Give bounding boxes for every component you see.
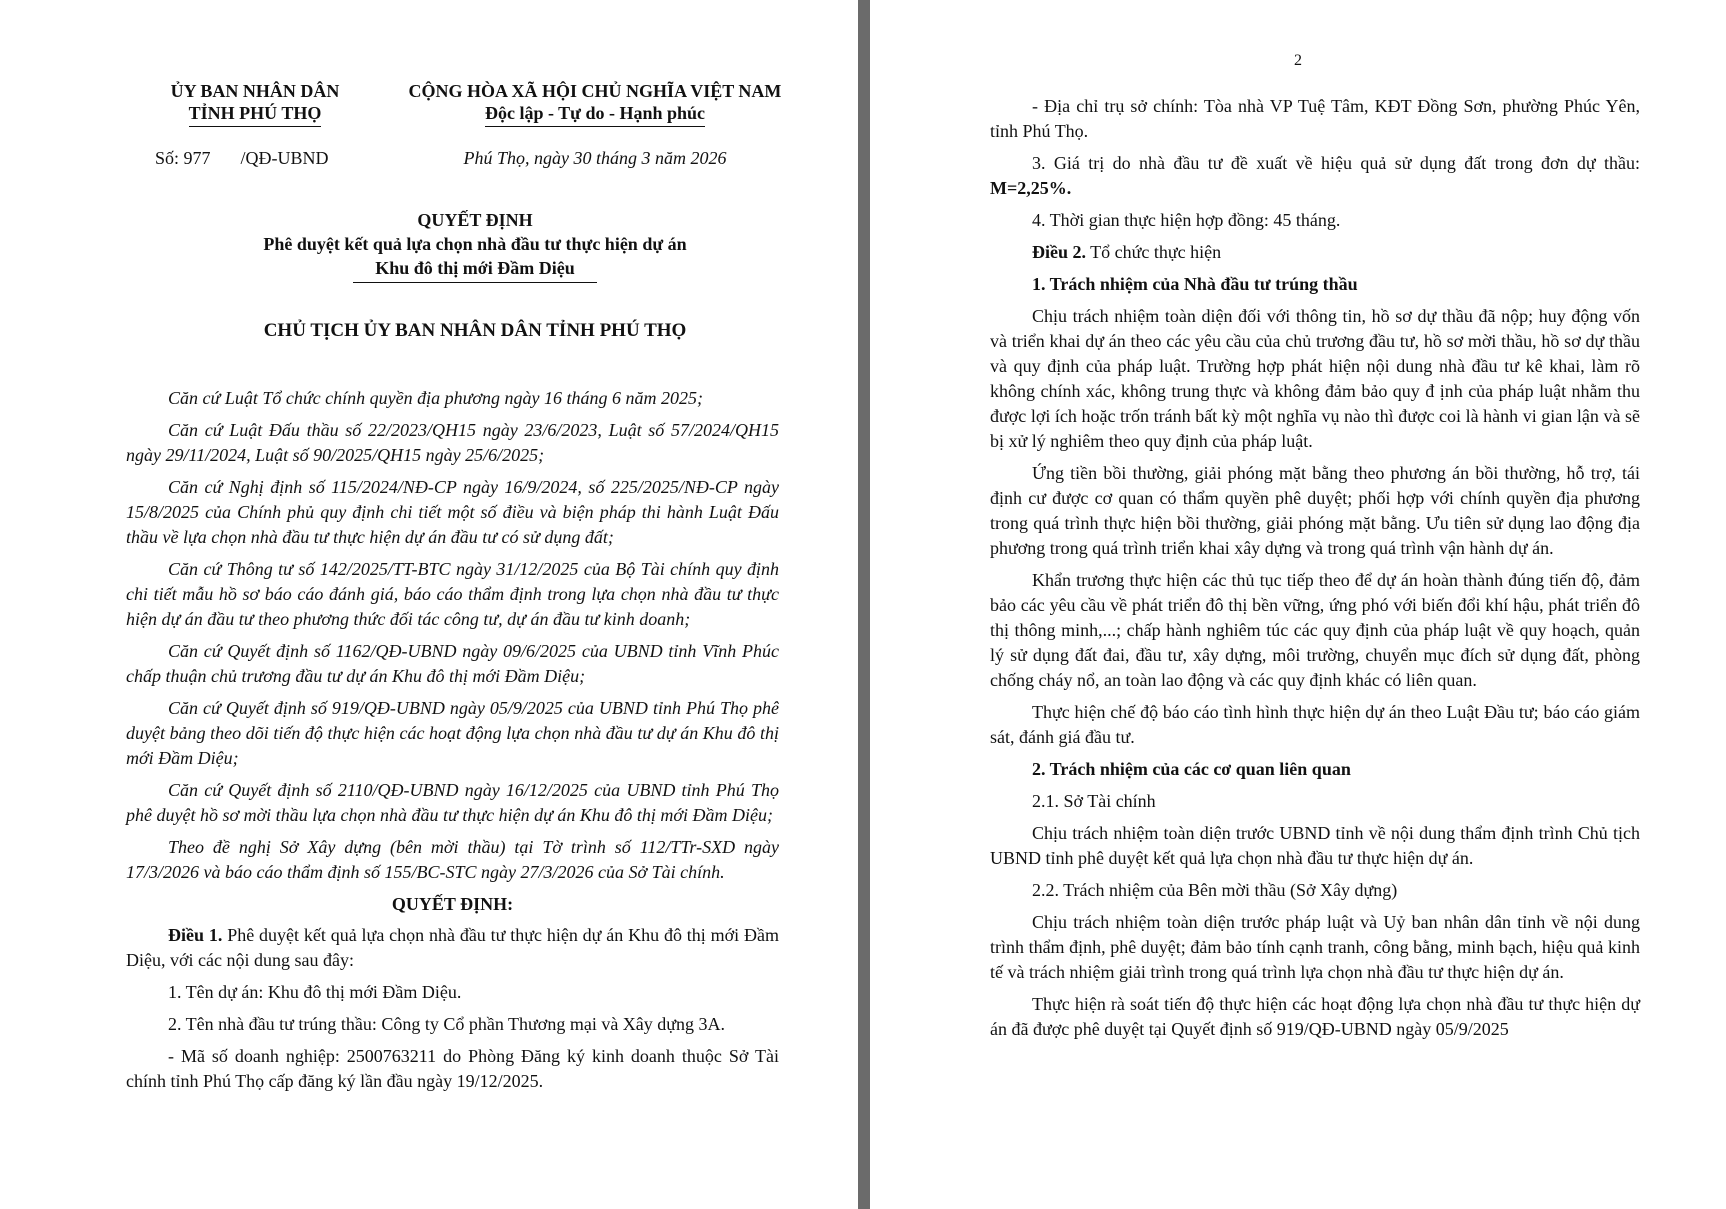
section-2-2-paragraph: Thực hiện rà soát tiến độ thực hiện các hoạt động lựa chọn nhà đầu tư thực hiện dự án đã được phê duyệt tại Quyết định số 919/QĐ-UBND ngày 05/9/2025 [990,994,1640,1039]
article-2 [990,240,1640,265]
section-1-paragraph: Thực hiện chế độ báo cáo tình hình thực hiện dự án theo Luật Đầu tư; báo cáo giám sát, đánh giá đầu tư. [990,702,1640,747]
org-line-2: TỈNH PHÚ THỌ [189,102,322,127]
decision-subtitle-1: Phê duyệt kết quả lựa chọn nhà đầu tư thực hiện dự án [263,234,687,254]
page-number: 2 [1294,52,1302,69]
legal-basis: Theo đề nghị Sở Xây dựng (bên mời thầu) tại Tờ trình số 112/TTr-SXD ngày 17/3/2026 và báo cáo thẩm định số 155/BC-STC ngày 27/3/2026 của Sở Tài chính. [126,837,779,882]
org-line-1: ỦY BAN NHÂN DÂN [170,81,340,101]
place-date: Phú Thọ, ngày 30 tháng 3 năm 2026 [463,148,727,168]
document-page-2 [870,0,1726,1209]
national-motto [380,80,810,127]
article-2-text: Tổ chức thực hiện [1086,242,1222,262]
section-2-1-heading: 2.1. Sở Tài chính [1032,791,1156,811]
item-contract-duration: 4. Thời gian thực hiện hợp đồng: 45 tháng. [1032,210,1341,230]
article-1-text: Phê duyệt kết quả lựa chọn nhà đầu tư thực hiện dự án Khu đô thị mới Đầm Diệu, với các nội dung sau đây: [126,925,780,970]
document-number [155,148,329,169]
doc-number-prefix: Số: 977 [155,148,211,168]
doc-number-suffix: /QĐ-UBND [240,148,329,168]
legal-basis: Căn cứ Luật Đấu thầu số 22/2023/QH15 ngày 23/6/2023, Luật số 57/2024/QH15 ngày 29/11/2024, Luật số 90/2025/QH15 ngày 25/6/2025; [126,420,779,465]
legal-basis: Căn cứ Quyết định số 1162/QĐ-UBND ngày 09/6/2025 của UBND tỉnh Vĩnh Phúc chấp thuận chủ trương đầu tư dự án Khu đô thị mới Đầm Diệu; [126,641,779,686]
section-1-paragraph: Chịu trách nhiệm toàn diện đối với thông tin, hồ sơ dự thầu đã nộp; huy động vốn và triển khai dự án theo các yêu cầu của chủ trương đầu tư, hồ sơ mời thầu, hồ sơ dự thầu và quy định của pháp luật. Trường hợp phát hiện nội dung nhà đầu tư kê khai, làm rõ không chính xác, không trung thực và không đảm bảo quy đ ịnh của pháp luật nhằm thu được lợi ích hoặc trốn tránh bất kỳ một nghĩa vụ nào thì được coi là hành vi gian lận và sẽ bị xử lý nghiêm theo quy định của pháp luật. [990,306,1640,451]
legal-basis: Căn cứ Luật Tổ chức chính quyền địa phương ngày 16 tháng 6 năm 2025; [168,388,704,408]
article-1 [126,923,779,973]
section-2-1-paragraph: Chịu trách nhiệm toàn diện trước UBND tỉnh về nội dung thẩm định trình Chủ tịch UBND tỉnh phê duyệt kết quả lựa chọn nhà đầu tư thực hiện dự án. [990,823,1640,868]
decision-title-block [130,208,820,283]
head-office-address: - Địa chỉ trụ sở chính: Tòa nhà VP Tuệ Tâm, KĐT Đồng Sơn, phường Phúc Yên, tỉnh Phú Thọ. [990,96,1640,141]
section-1-paragraph: Ứng tiền bồi thường, giải phóng mặt bằng theo phương án bồi thường, hỗ trợ, tái định cư được cơ quan có thẩm quyền phê duyệt; phối hợp với chính quyền địa phương trong quá trình thực hiện bồi thường, giải phóng mặt bằng. Ưu tiên sử dụng lao động địa phương trong quá trình triển khai xây dựng và trong quá trình vận hành dự án. [990,463,1640,558]
item-business-code: - Mã số doanh nghiệp: 2500763211 do Phòng Đăng ký kinh doanh thuộc Sở Tài chính tỉnh Phú Thọ cấp đăng ký lần đầu ngày 19/12/2025. [126,1046,779,1091]
page2-body [990,94,1640,1049]
legal-basis: Căn cứ Thông tư số 142/2025/TT-BTC ngày 31/12/2025 của Bộ Tài chính quy định chi tiết mẫu hồ sơ báo cáo đánh giá, báo cáo thẩm định trong lựa chọn nhà đầu tư thực hiện dự án đầu tư theo phương thức đối tác công tư, dự án đầu tư kinh doanh; [126,559,779,629]
section-2-2-paragraph: Chịu trách nhiệm toàn diện trước pháp luật và Uỷ ban nhân dân tỉnh về nội dung trình thẩm định, phê duyệt; đảm bảo tính cạnh tranh, công bằng, minh bạch, hiệu quả kinh tế và trách nhiệm giải trình trong quá trình lựa chọn nhà đầu tư thực hiện dự án. [990,912,1640,982]
article-2-label: Điều 2. [1032,242,1086,262]
section-1-paragraph: Khẩn trương thực hiện các thủ tục tiếp theo để dự án hoàn thành đúng tiến độ, đảm bảo các yêu cầu về phát triển đô thị bền vững, ứng phó với biến đổi khí hậu, phát triển đô thị thông minh,...; chấp hành nghiêm túc các quy định của pháp luật về quy hoạch, quản lý sử dụng đất đai, đầu tư, xây dựng, môi trường, chuyển mục đích sử dụng đất, phòng chống cháy nổ, an toàn lao động và các quy định khác có liên quan. [990,570,1640,690]
nation-line-2: Độc lập - Tự do - Hạnh phúc [485,102,705,127]
decision-subtitle-2: Khu đô thị mới Đầm Diệu [353,256,597,283]
page1-body [126,386,779,1101]
legal-basis: Căn cứ Nghị định số 115/2024/NĐ-CP ngày 16/9/2024, số 225/2025/NĐ-CP ngày 15/8/2025 của Chính phủ quy định chi tiết một số điều và biện pháp thi hành Luật Đấu thầu về lựa chọn nhà đầu tư thực hiện dự án đầu tư có sử dụng đất; [126,477,779,547]
decision-title: QUYẾT ĐỊNH [417,210,533,230]
section-2-2-heading: 2.2. Trách nhiệm của Bên mời thầu (Sở Xây dựng) [1032,880,1398,900]
authority-heading: CHỦ TỊCH ỦY BAN NHÂN DÂN TỈNH PHÚ THỌ [263,320,687,341]
item-3-value: M=2,25%. [990,178,1072,198]
document-page-1 [0,0,858,1209]
decision-heading: QUYẾT ĐỊNH: [391,894,514,914]
item-winning-investor: 2. Tên nhà đầu tư trúng thầu: Công ty Cổ phần Thương mại và Xây dựng 3A. [168,1014,726,1034]
item-land-use-efficiency [990,151,1640,201]
nation-line-1: CỘNG HÒA XÃ HỘI CHỦ NGHĨA VIỆT NAM [408,81,782,101]
section-2-heading: 2. Trách nhiệm của các cơ quan liên quan [1032,759,1351,779]
article-1-label: Điều 1. [168,925,223,945]
issuing-authority [130,80,380,127]
legal-basis: Căn cứ Quyết định số 919/QĐ-UBND ngày 05/9/2025 của UBND tỉnh Phú Thọ phê duyệt bảng theo dõi tiến độ thực hiện các hoạt động lựa chọn nhà đầu tư dự án Khu đô thị mới Đầm Diệu; [126,698,779,768]
section-1-heading: 1. Trách nhiệm của Nhà đầu tư trúng thầu [1032,274,1358,294]
legal-basis: Căn cứ Quyết định số 2110/QĐ-UBND ngày 16/12/2025 của UBND tỉnh Phú Thọ phê duyệt hồ sơ mời thầu lựa chọn nhà đầu tư thực hiện dự án Khu đô thị mới Đầm Diệu; [126,780,779,825]
item-project-name: 1. Tên dự án: Khu đô thị mới Đầm Diệu. [168,982,462,1002]
item-3-text: 3. Giá trị do nhà đầu tư đề xuất về hiệu quả sử dụng đất trong đơn dự thầu: [1032,153,1640,173]
